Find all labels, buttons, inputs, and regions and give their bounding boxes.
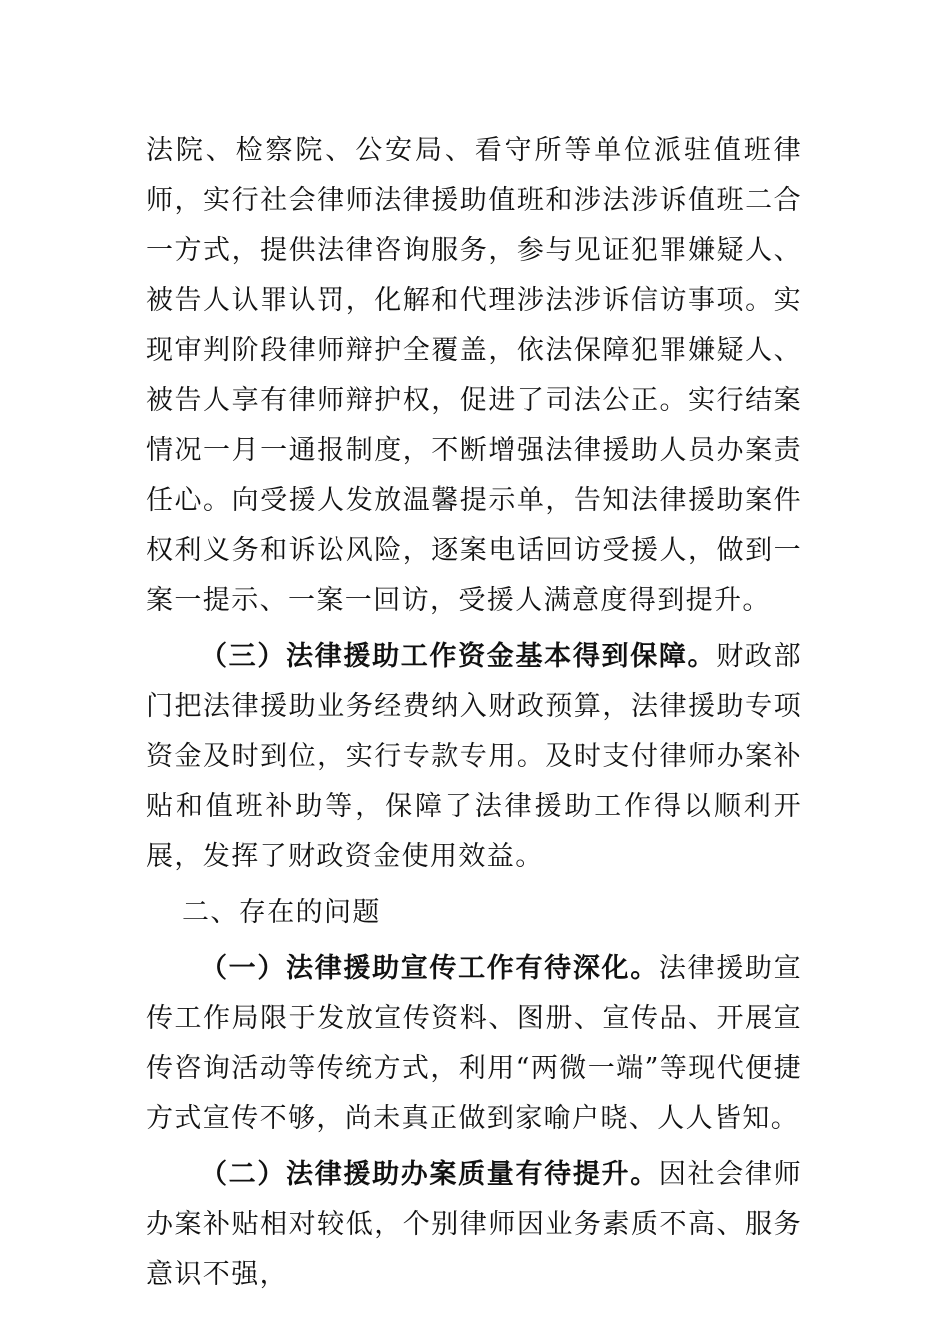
paragraph-heading-funding: （三）法律援助工作资金基本得到保障。 (200, 641, 717, 672)
paragraph-continuation: 法院、检察院、公安局、看守所等单位派驻值班律师，实行社会律师法律援助值班和涉法涉诉值班二合一方式，提供法律咨询服务，参与见证犯罪嫌疑人、被告人认罪认罚，化解和代理涉法涉诉信访事项。实现审判阶段律师辩护全覆盖，依法保障犯罪嫌疑人、被告人享有律师辩护权，促进了司法公正。实行结案情况一月一通报制度，不断增强法律援助人员办案责任心。向受援人发放温馨提示单，告知法律援助案件权利义务和诉讼风险，逐案电话回访受援人，做到一案一提示、一案一回访，受援人满意度得到提升。 (146, 135, 802, 616)
body-text (146, 126, 802, 1300)
paragraph-publicity (146, 944, 802, 1144)
paragraph-body-funding: 财政部门把法律援助业务经费纳入财政预算，法律援助专项资金及时到位，实行专款专用。及时支付律师办案补贴和值班补助等，保障了法律援助工作得以顺利开展，发挥了财政资金使用效益。 (146, 641, 802, 872)
paragraph-quality (146, 1150, 802, 1300)
paragraph-heading-quality: （二）法律援助办案质量有待提升。 (200, 1159, 659, 1190)
paragraph-body-quality: 因社会律师办案补贴相对较低，个别律师因业务素质不高、服务意识不强， (146, 1159, 802, 1290)
paragraph-heading-publicity: （一）法律援助宣传工作有待深化。 (200, 953, 659, 984)
section-title: 二、存在的问题 (182, 897, 381, 928)
paragraph-funding (146, 632, 802, 882)
paragraph-body-publicity: 法律援助宣传工作局限于发放宣传资料、图册、宣传品、开展宣传咨询活动等传统方式，利用“两微一端”等现代便捷方式宣传不够，尚未真正做到家喻户晓、人人皆知。 (146, 953, 802, 1134)
